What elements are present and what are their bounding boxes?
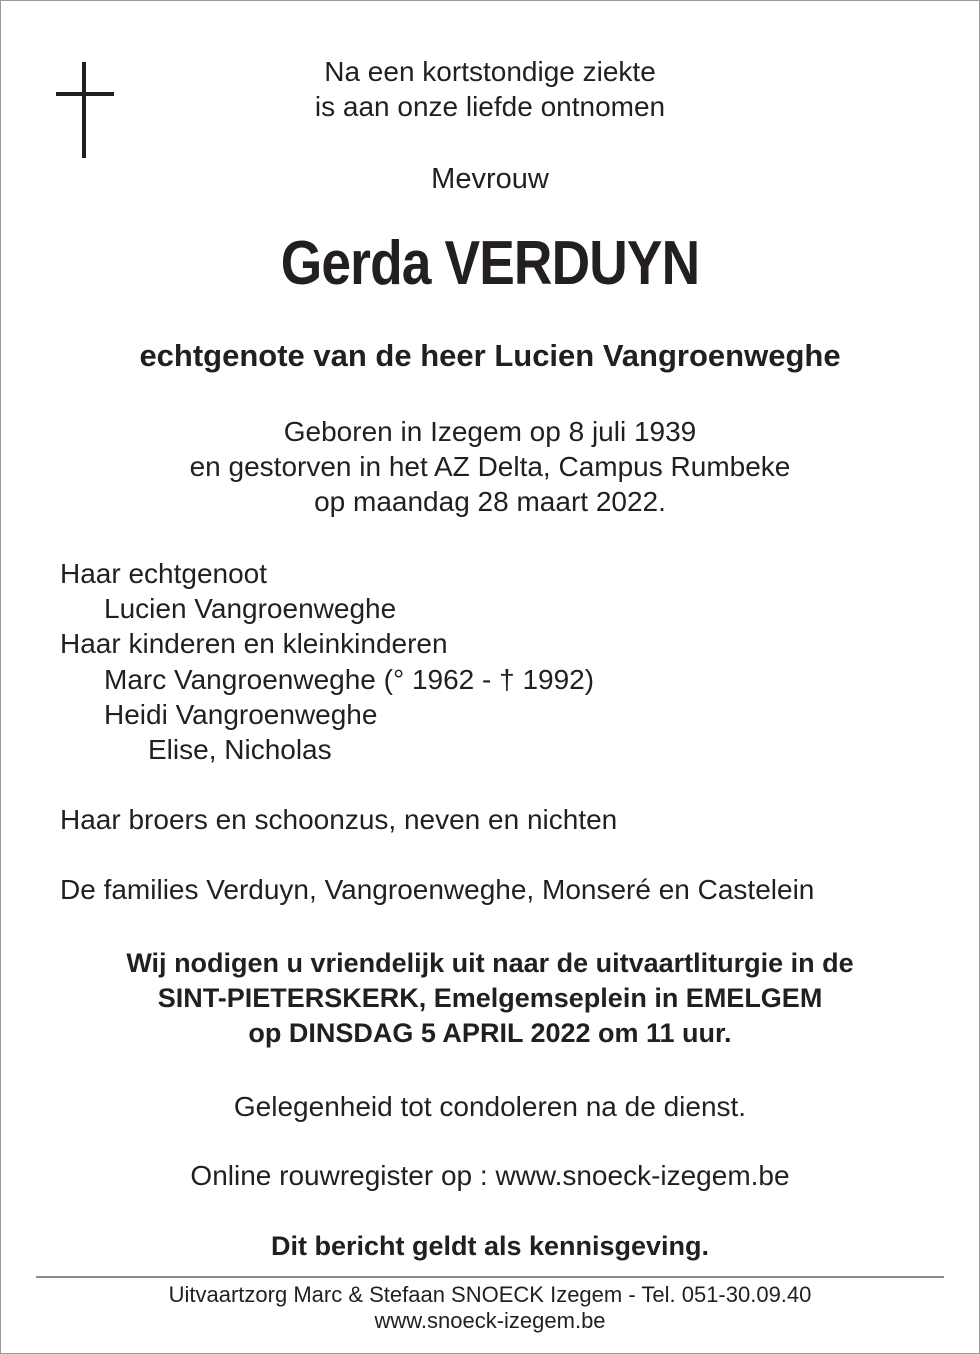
children-heading: Haar kinderen en kleinkinderen — [60, 628, 448, 660]
online-register-line: Online rouwregister op : www.snoeck-izegem.be — [190, 1160, 790, 1191]
family-list — [60, 556, 814, 908]
husband-heading: Haar echtgenoot — [60, 558, 268, 589]
condolence-line: Gelegenheid tot condoleren na de dienst. — [233, 1091, 747, 1122]
footer — [0, 1282, 980, 1334]
salutation: Mevrouw — [431, 163, 549, 195]
siblings-line: Haar broers en schoonzus, neven en nichten — [60, 804, 618, 836]
footer-divider — [36, 1276, 944, 1278]
grandchildren: Elise, Nicholas — [148, 734, 332, 766]
child-item: Heidi Vangroenweghe — [104, 698, 378, 730]
intro-text: Na een kortstondige ziekte is aan onze liefde ontnomen — [314, 56, 666, 122]
deceased-name: Gerda VERDUYN — [280, 229, 700, 298]
footer-website: www.snoeck-izegem.be — [374, 1308, 606, 1333]
footer-company: Uitvaartzorg Marc & Stefaan SNOECK Izegem - Tel. 051-30.09.40 — [168, 1282, 812, 1307]
birth-death-info: Geboren in Izegem op 8 juli 1939 en gestorven in het AZ Delta, Campus Rumbeke op maandag 28 maart 2022. — [189, 416, 791, 517]
notice-line: Dit bericht geldt als kennisgeving. — [270, 1231, 710, 1261]
spouse-line: echtgenote van de heer Lucien Vangroenweghe — [139, 338, 841, 373]
families-line: De families Verduyn, Vangroenweghe, Monseré en Castelein — [60, 874, 815, 906]
funeral-invitation: Wij nodigen u vriendelijk uit naar de uitvaartliturgie in de SINT-PIETERSKERK, Emelgemseplein in EMELGEM op DINSDAG 5 APRIL 2022 om 11 uur. — [126, 948, 854, 1048]
husband-name: Lucien Vangroenweghe — [104, 593, 397, 625]
child-item: Marc Vangroenweghe (° 1962 - † 1992) — [104, 663, 595, 695]
